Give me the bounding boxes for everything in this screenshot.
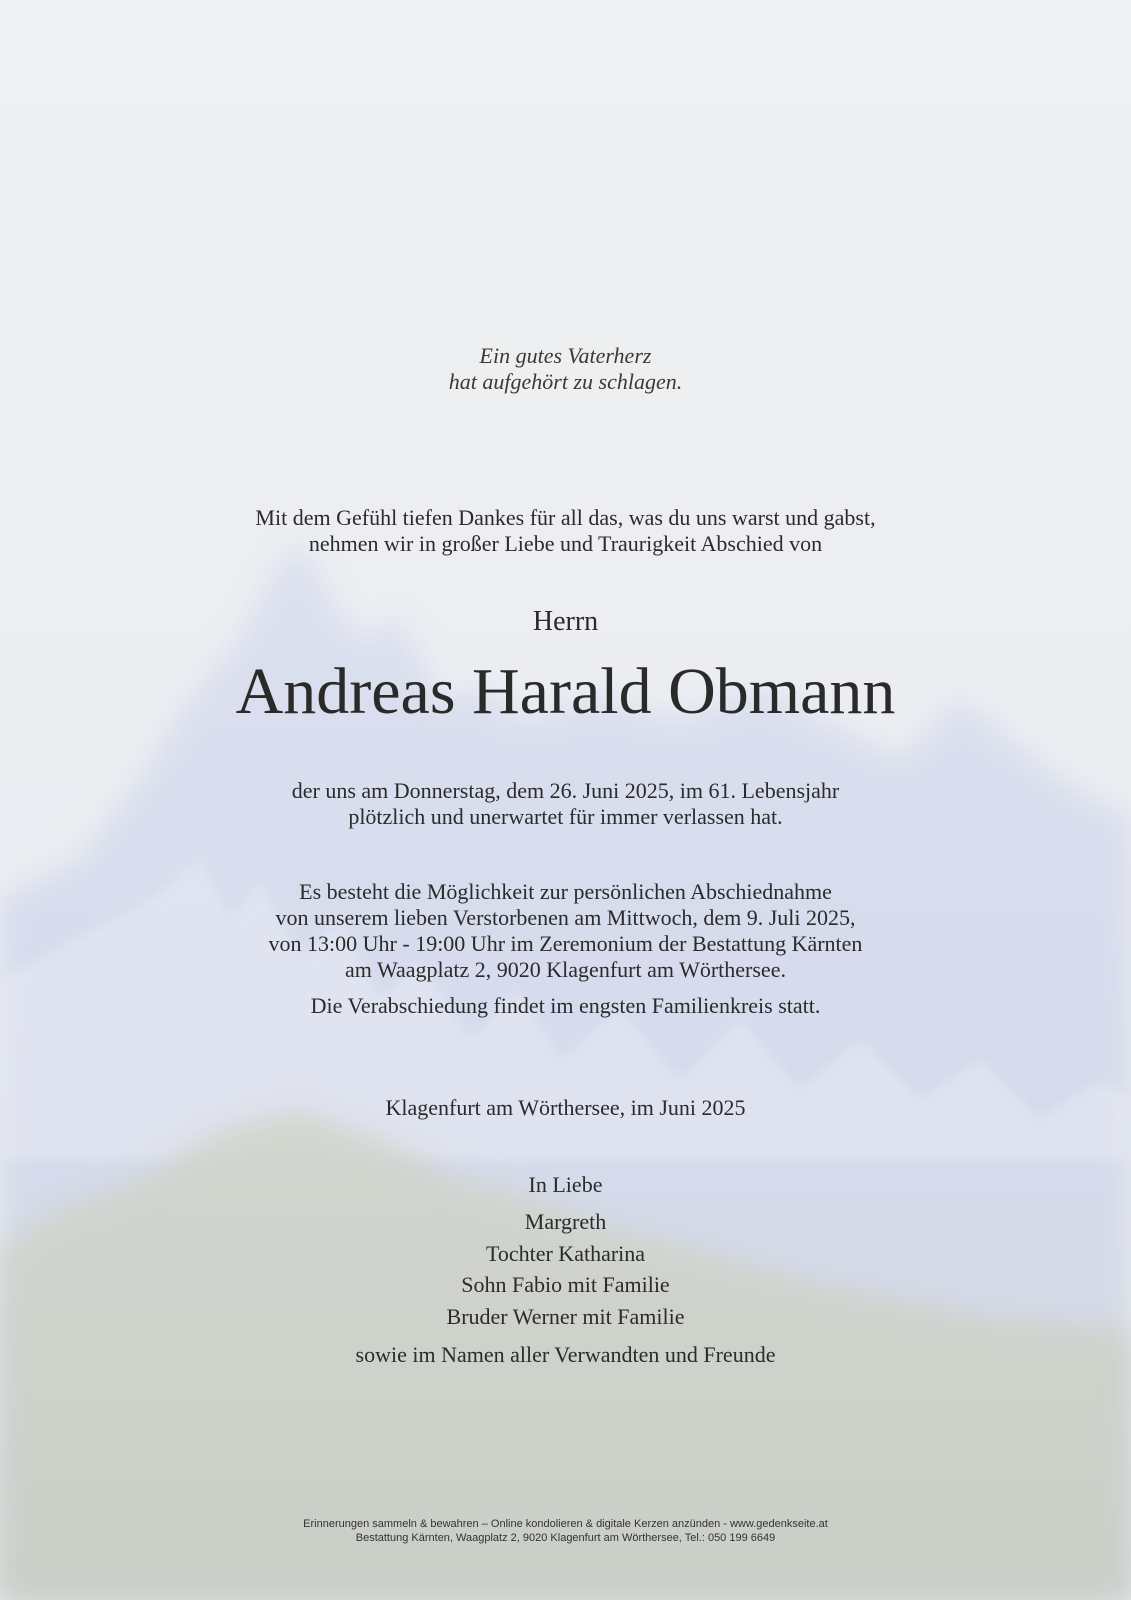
footer <box>0 1517 1131 1545</box>
footer-line: Erinnerungen sammeln & bewahren – Online kondolieren & digitale Kerzen anzünden - www.gedenkseite.at <box>303 1518 828 1530</box>
mourner: Tochter Katharina <box>485 1240 646 1266</box>
death-notice <box>0 778 1131 830</box>
death-notice-line: der uns am Donnerstag, dem 26. Juni 2025, im 61. Lebensjahr <box>291 778 840 803</box>
place-date: Klagenfurt am Wörthersee, im Juni 2025 <box>385 1095 746 1120</box>
ceremony-note: Die Verabschiedung findet im engsten Familienkreis statt. <box>310 993 821 1018</box>
farewell-line: von unserem lieben Verstorbenen am Mittwoch, dem 9. Juli 2025, <box>275 905 856 930</box>
farewell-line: Es besteht die Möglichkeit zur persönlichen Abschiednahme <box>299 879 832 904</box>
mourner: Margreth <box>524 1209 607 1234</box>
farewell-info <box>0 879 1131 983</box>
intro-text <box>0 505 1131 557</box>
motto <box>0 343 1131 395</box>
mourners-list <box>0 1206 1131 1332</box>
motto-line: hat aufgehört zu schlagen. <box>448 369 683 394</box>
motto-line: Ein gutes Vaterherz <box>479 343 652 368</box>
intro-line: Mit dem Gefühl tiefen Dankes für all das, was du uns warst und gabst, <box>255 505 876 530</box>
deceased-name: Andreas Harald Obmann <box>235 655 896 728</box>
intro-line: nehmen wir in großer Liebe und Traurigkeit Abschied von <box>308 531 823 556</box>
in-love-heading: In Liebe <box>528 1172 603 1197</box>
footer-line: Bestattung Kärnten, Waagplatz 2, 9020 Klagenfurt am Wörthersee, Tel.: 050 199 6649 <box>355 1532 776 1544</box>
mourner: Sohn Fabio mit Familie <box>461 1272 670 1297</box>
farewell-line: von 13:00 Uhr - 19:00 Uhr im Zeremonium der Bestattung Kärnten <box>268 931 863 956</box>
death-notice-line: plötzlich und unerwartet für immer verlassen hat. <box>348 804 783 829</box>
mourner: Bruder Werner mit Familie <box>446 1303 685 1329</box>
farewell-line: am Waagplatz 2, 9020 Klagenfurt am Wörthersee. <box>345 957 786 982</box>
closing-line: sowie im Namen aller Verwandten und Freunde <box>355 1342 776 1367</box>
salutation: Herrn <box>532 606 599 637</box>
